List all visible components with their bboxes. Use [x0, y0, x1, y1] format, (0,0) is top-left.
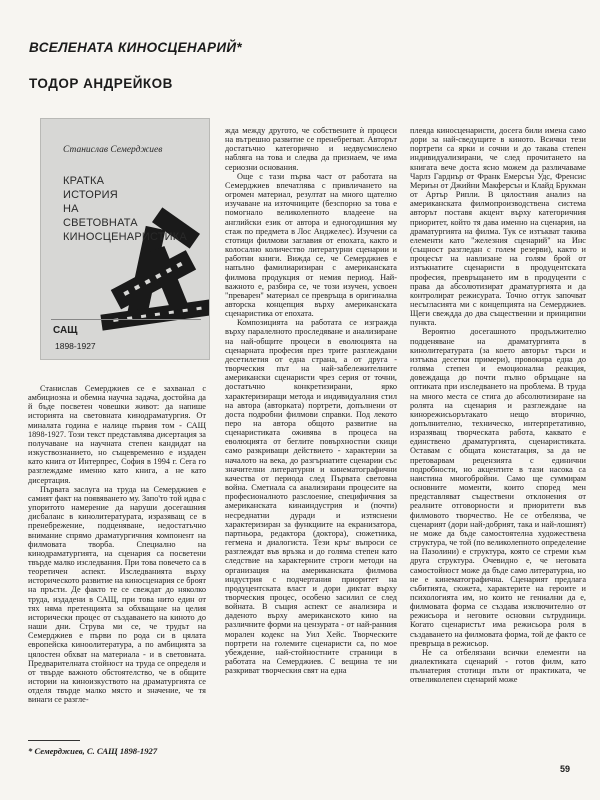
footnote: * Семерджиев, С. САЩ 1898-1927: [28, 746, 158, 756]
paragraph: Композицията на работата се изгражда върху паралелното проследяване и анализиране на най-общите процеси в еволюцията на сценарната професия през трите разглеждани десетилетия от една страна, а от друга - творческия път на най-забележителните американски сценаристи чрез серия от точни, достатъчно конкретизирани, ярко характеризиращи метода и индивидуалния стил на автора (авторката) портрети, допълнени от доста подробни филмови справки. Под лекото перо на автора общото развитие на сценаристиката оживява в процеса на еволюцията от беглите повърхностни скици само разкриващи действието - характерни за началото на века, до разгърнатите сценарии със значителни литературни и кинематографични качества от периода след Първата световна война. Сметнала са анализирани процесите на професионалното разслоение, специфичния за американската кинаиндустрия и (почти) несреднатни дуради и изтяснени характеризиран за функциите на екранизатора, партньора, редактора (доктора), сюжетника, гегмена и диалогиста. Тези кръг въпроси се разглеждат във връзка и до голяма степен като следствие на характерните строги методи на организация на американската филмова индустрия с подчертания приоритет на продуцентската власт и дори диктат върху творческия процес, особено засилил се след войната. В същия аспект се анализира и даденото върху американското кино на различните форми на цензурата - от най-ранния морален кодекс на Уил Хейс. Творческите портрети на големите сценаристи са, по мое убеждение, най-стойностните страници в работата на Семерджиев. С вещина те ни разкриват творческия свят на една: [225, 318, 397, 676]
cover-title-line: КИНОСЦЕНАРИСТИКА: [63, 231, 187, 244]
cover-title-line: ИСТОРИЯ: [63, 189, 118, 202]
paragraph: Станислав Семерджиев се е захванал с амбициозна и обемна научна задача, достойна да й бъде посветен човешки живот: да напише историята на световната кинодраматургия. От миналата година е налице първия том - САЩ 1898-1927. Този текст представлява дисертация за получаване на научната степен кандидат на изкуствознанието, но същевременно е издаден като книга от Интерпрес, София в 1994 г. Сега го разглеждаме именно като книга, а не като дисертация.: [28, 384, 206, 485]
cover-years: 1898-1927: [55, 341, 96, 351]
cover-title-line: СВЕТОВНАТА: [63, 217, 138, 230]
paragraph: Първата заслуга на труда на Семерджиев е самият факт на появяването му. Запо'то той идва с упоритото намерение да наруши досегашния дисбаланс в кинолитературата, изразяващ се в пренебрежение, подценяване, недостатъчно внимание спрямо драматургичния компонент на филмовата творба. Специално на кинодраматургията, на сценария са посветени твърде малко изследвания. При това повечето са в теоретичен аспект. Изследванията върху историческото развитие на киносценария се броят на пръсти. Де факто те се свеждат до няколко труда, издадени в САЩ, при това нито един от тях няма претенцията за обхващане на целия исторически процес от създаването на киното до наши дни. Струва ми се, че трудът на Семерджиев е първи по рода си в цялата европейска киноолитература, а по амбицията за цялостен обхват на материала - и в световната. Предварителната стойност на труда се определя и от твърде важното обстоятелство, че в общите истории на киноизкуството на драматургията се отделя твърде малко място и значение, че тя винаги се разгле-: [28, 484, 207, 705]
cover-country: САЩ: [53, 325, 78, 336]
text-column-middle: [225, 126, 397, 675]
paragraph: Още с тази първа част от работата на Семерджиев впечатлява с привличането на огромен материал, резултат на много щателно изучаване на източниците (безспорно за това е помогнало великолепното владеене на английски език от автора и едногодишния му стаж по предмета в Лос Анджелес). Изучени са стотици филмови заглавия от епохата, както и колосално количество литературни сценарии и работни книги. Вижда се, че Семерджиев е напълно фамилиаризиран с американската филмова продукция от немия период. Най-важното е, разбира се, че този изучен, усвоен "преварен" материал се превръща в оригинална авторска концепция върху американската сценаристика от епохата.: [225, 171, 397, 319]
footnote-divider: [28, 740, 80, 741]
cover-title: [63, 174, 187, 244]
paragraph: плеяда киносценаристи, досега били имена само дори за най-сведущите в киното. Всички тези портрети са ярки и сочни и до такава степен индивидуализирани, че след прочитането на книгата вече доста ясно можем да различаваме Чарлз Гарднър от Франк Емерсън Удс, Френсис Мериън от Джийни Макферсън и Клайд Брукман от Артър Рипли. В цялостния анализ на американската филмопроизводствена система авторът поставя акцент върху категоричния приоритет, който тя дава именно на сценария, на драматургията на филма. Тук се изтъкват такива елементи като "железния сценарий" на Инс (същност разгледан с голем резерви), както и процесът на навлизане на голям брой от изтъкнатите сценаристи в продуцентската професия, превръщането им в продуценти с права да абсолютизират драматургията и да контролират режисурата. Точно оттук започват несъгласията ми с концепцията на Семерджиев. Щеги свеждда до два същественни и принципни пункта.: [410, 126, 586, 328]
text-column-left: [28, 384, 206, 704]
paragraph: жда между другото, че собствените ѝ процеси на вътрешно развитие се пренебрегват. Авторът достатъчно категорично и недвусмислено набляга на това и следва да признаем, че има сериозни основания.: [225, 126, 397, 172]
paragraph: Вероятно досегашното продължително подценяване на драматургията в кинолитературата (за което авторът търси и изтъква десетки примери), провокира една до голяма степен и емоционална реакция, довеждаща до почти пълно обръщане на оптиката при изследването на проблема. В труда на много места се стига до абсолютизиране на ролята на сценария и разглеждане на кинорежисьорътакато нещо вторично, допълнително, техническо, интерпретативно, изразяващ творческата работа, каквато е единствено драматургията, сценаристиката. Оставам с общата констатация, за да не претоварвам рецензията с единични подробности, но акцентите в тази насока са наистина многобройни. Само ще суммирам основните моменти, които според мен представляват съществени отклонения от реалните отговорности и приоритети във филмовото творчество. Не се отбелязва, че сценарият (дори най-добрият, така и най-лошият) не може да бъде самостоятелна художествена структура, че той (по великолепното определение на Пазолини) е структура, която се стреми към друга структура. Очевидно е, че неговата самостойност може да бъде само литературна, но не е кинематографична. Сценарият предлага събитията, сюжета, характерите на героите и психологията им, но които не гениални да е, филмовата форма се създава изключително от режисьора и неговите основни сътрудници. Когато сценаристът има режисьора роля в създаването на филмовата форма, той де факто се превръща в режисьор.: [410, 327, 586, 648]
text-column-right: [410, 126, 586, 685]
page-number: 59: [560, 764, 571, 774]
article-author: ТОДОР АНДРЕЙКОВ: [29, 76, 173, 91]
article-title: ВСЕЛЕНАТА КИНОСЦЕНАРИЙ*: [29, 40, 242, 55]
book-cover-image: [40, 118, 210, 360]
cover-title-line: КРАТКА: [63, 175, 105, 187]
cover-author: Станислав Семерджиев: [63, 145, 163, 155]
paragraph: Не са отбелязани всички елементи на диалектиката сценарий - готов филм, като пълнатерия стотици пъти от практиката, че отвеликолепен сценарий може: [410, 647, 586, 685]
cover-title-line: НА: [63, 203, 79, 216]
